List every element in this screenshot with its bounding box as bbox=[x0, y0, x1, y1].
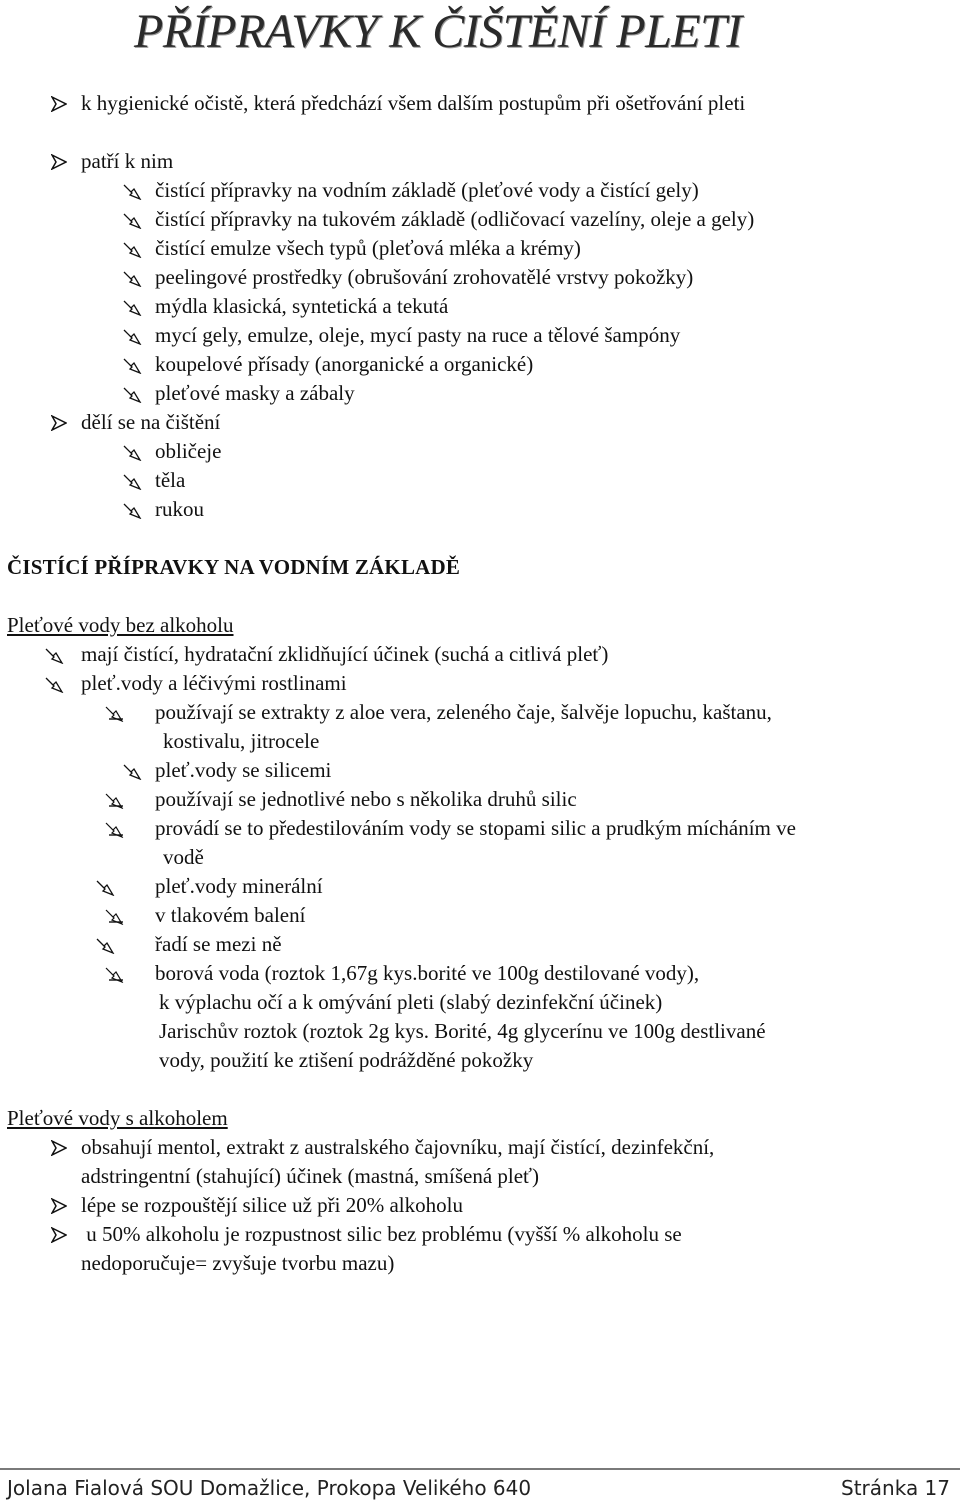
bullet-text: obsahují mentol, extrakt z australského čajovníku, mají čistící, dezinfekční, bbox=[81, 1135, 715, 1159]
sub-bullet-text: pleť.vody minerální bbox=[155, 874, 323, 898]
arrowhead-bullet-icon bbox=[48, 1133, 70, 1162]
footer-page-number: Stránka 17 bbox=[841, 1476, 950, 1500]
sub-bullet-text: používají se extrakty z aloe vera, zeleného čaje, šalvěje lopuchu, kaštanu, bbox=[155, 700, 772, 724]
sub-bullet-text: používají se jednotlivé nebo s několika druhů silic bbox=[155, 787, 577, 811]
bullet-text: lépe se rozpouštějí silice už při 20% alkoholu bbox=[81, 1193, 463, 1217]
sub-bullet-text: čistící přípravky na vodním základě (pleťové vody a čistící gely) bbox=[155, 178, 699, 202]
outline-arrow-bullet-icon bbox=[94, 872, 116, 901]
outline-arrow-bullet-icon bbox=[43, 669, 65, 698]
outline-arrow-bullet-icon bbox=[43, 640, 65, 669]
continuation-text: k výplachu očí a k omývání pleti (slabý dezinfekční účinek) bbox=[159, 990, 663, 1014]
footer-author: Jolana Fialová SOU Domažlice, Prokopa Velikého 640 bbox=[7, 1476, 532, 1500]
arrowhead-bullet-icon bbox=[48, 408, 70, 437]
outline-arrow-bullet-icon bbox=[121, 437, 143, 466]
arrowhead-bullet-icon bbox=[48, 1220, 70, 1249]
section-heading: ČISTÍCÍ PŘÍPRAVKY NA VODNÍM ZÁKLADĚ bbox=[7, 555, 461, 579]
shadowed-arrow-bullet-icon bbox=[104, 698, 126, 727]
outline-arrow-bullet-icon bbox=[121, 321, 143, 350]
sub-bullet-text: obličeje bbox=[155, 439, 222, 463]
continuation-text: vody, použití ke ztišení podrážděné pokožky bbox=[159, 1048, 534, 1072]
subsection-heading: Pleťové vody bez alkoholu bbox=[7, 613, 234, 637]
outline-arrow-bullet-icon bbox=[121, 466, 143, 495]
page-title: PŘÍPRAVKY K ČIŠTĚNÍ PLETI bbox=[134, 5, 742, 58]
outline-arrow-bullet-icon bbox=[121, 292, 143, 321]
sub-bullet-text: řadí se mezi ně bbox=[155, 932, 282, 956]
sub-bullet-text: peelingové prostředky (obrušování zrohovatělé vrstvy pokožky) bbox=[155, 265, 694, 289]
arrowhead-bullet-icon bbox=[48, 89, 70, 118]
outline-arrow-bullet-icon bbox=[121, 350, 143, 379]
outline-arrow-bullet-icon bbox=[121, 176, 143, 205]
sub-bullet-text: rukou bbox=[155, 497, 204, 521]
outline-arrow-bullet-icon bbox=[121, 379, 143, 408]
arrowhead-bullet-icon bbox=[48, 1191, 70, 1220]
outline-arrow-bullet-icon bbox=[121, 756, 143, 785]
continuation-text: vodě bbox=[163, 845, 204, 869]
footer-divider bbox=[0, 1468, 960, 1470]
bullet-text: mají čistící, hydratační zklidňující účinek (suchá a citlivá pleť) bbox=[81, 642, 609, 666]
outline-arrow-bullet-icon bbox=[121, 495, 143, 524]
outline-arrow-bullet-icon bbox=[121, 205, 143, 234]
bullet-text: patří k nim bbox=[81, 149, 174, 173]
continuation-text: Jarischův roztok (roztok 2g kys. Borité, 4g glycerínu ve 100g destlivané bbox=[159, 1019, 766, 1043]
bullet-text: u 50% alkoholu je rozpustnost silic bez problému (vyšší % alkoholu se bbox=[81, 1222, 682, 1246]
bullet-text: dělí se na čištění bbox=[81, 410, 221, 434]
shadowed-arrow-bullet-icon bbox=[104, 814, 126, 843]
outline-arrow-bullet-icon bbox=[94, 930, 116, 959]
continuation-text: adstringentní (stahující) účinek (mastná, smíšená pleť) bbox=[81, 1164, 540, 1188]
shadowed-arrow-bullet-icon bbox=[104, 959, 126, 988]
continuation-text: nedoporučuje= zvyšuje tvorbu mazu) bbox=[81, 1251, 395, 1275]
sub-bullet-text: těla bbox=[155, 468, 186, 492]
sub-bullet-text: mýdla klasická, syntetická a tekutá bbox=[155, 294, 449, 318]
sub-bullet-text: pleť.vody se silicemi bbox=[155, 758, 332, 782]
subsection-heading: Pleťové vody s alkoholem bbox=[7, 1106, 228, 1130]
sub-bullet-text: mycí gely, emulze, oleje, mycí pasty na ruce a tělové šampóny bbox=[155, 323, 681, 347]
sub-bullet-text: provádí se to předestilováním vody se stopami silic a prudkým mícháním ve bbox=[155, 816, 796, 840]
continuation-text: kostivalu, jitrocele bbox=[163, 729, 320, 753]
shadowed-arrow-bullet-icon bbox=[104, 901, 126, 930]
sub-bullet-text: koupelové přísady (anorganické a organické) bbox=[155, 352, 534, 376]
sub-bullet-text: v tlakovém balení bbox=[155, 903, 306, 927]
outline-arrow-bullet-icon bbox=[121, 234, 143, 263]
sub-bullet-text: borová voda (roztok 1,67g kys.borité ve 100g destilované vody), bbox=[155, 961, 700, 985]
sub-bullet-text: čistící přípravky na tukovém základě (odličovací vazelíny, oleje a gely) bbox=[155, 207, 755, 231]
outline-arrow-bullet-icon bbox=[121, 263, 143, 292]
shadowed-arrow-bullet-icon bbox=[104, 785, 126, 814]
sub-bullet-text: čistící emulze všech typů (pleťová mléka a krémy) bbox=[155, 236, 581, 260]
bullet-text: k hygienické očistě, která předchází všem dalším postupům při ošetřování pleti bbox=[81, 91, 746, 115]
bullet-text: pleť.vody a léčivými rostlinami bbox=[81, 671, 347, 695]
sub-bullet-text: pleťové masky a zábaly bbox=[155, 381, 355, 405]
arrowhead-bullet-icon bbox=[48, 147, 70, 176]
